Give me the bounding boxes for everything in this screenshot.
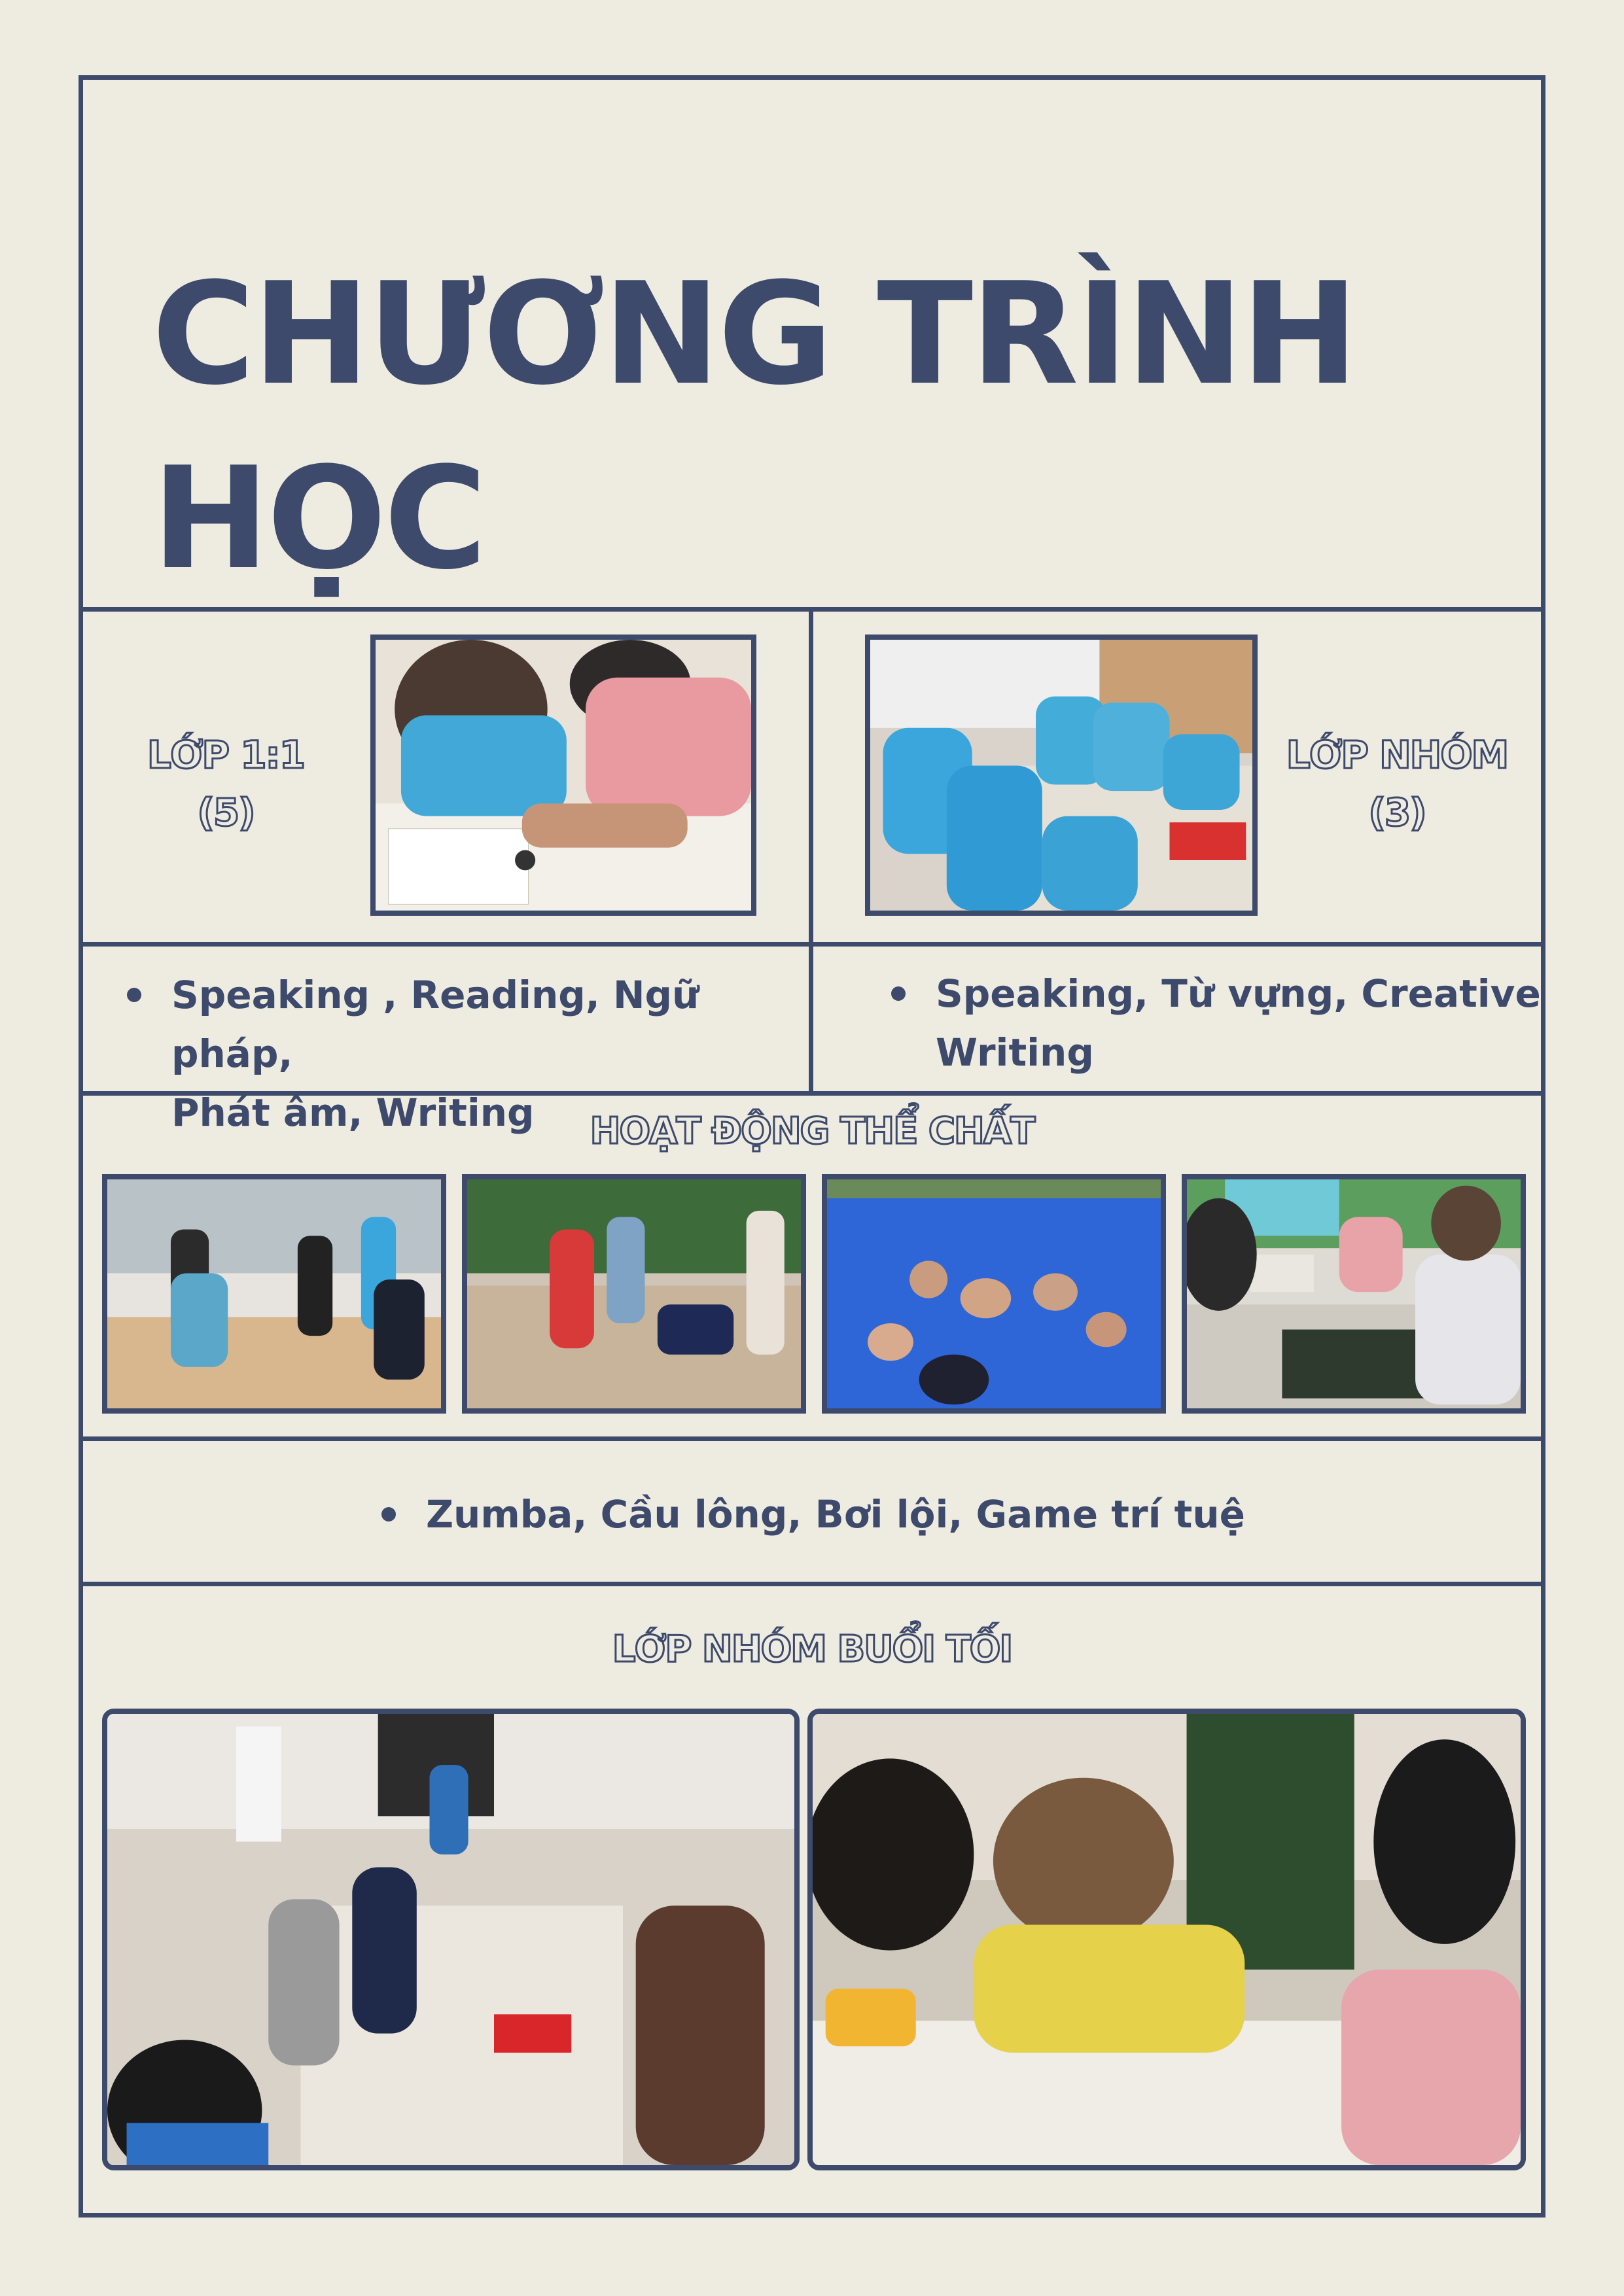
evening-class-heading: LỚP NHÓM BUỔI TỐI [612,1628,1012,1671]
subject-line-2: Phát âm, Writing [171,1090,535,1135]
activities-text: Zumba, Cầu lông, Bơi lội, Game trí tuệ [425,1492,1246,1537]
bullet-dot [381,1507,396,1522]
photo-evening-class-1 [102,1709,800,2170]
photo-chess [1182,1174,1526,1414]
subject-line-1: Speaking, Từ vựng, Creative [936,971,1541,1016]
photo-group-class [865,635,1258,916]
physical-activities-list [79,1485,1545,1544]
subject-line-1: Speaking , Reading, Ngữ pháp, [171,973,699,1076]
bullet-dot [891,986,906,1001]
title-line-2: HỌC [152,436,485,600]
class-group-subjects [889,964,1543,1082]
photo-evening-class-2 [807,1709,1526,2170]
column-divider [809,607,813,1096]
class-one-on-one-count: (5) [197,790,255,835]
bullet-dot [127,988,141,1002]
class-group-label: LỚP NHÓM [1286,733,1508,777]
subject-line-2: Writing [936,1030,1094,1075]
photo-zumba [102,1174,446,1414]
divider [79,1436,1545,1441]
photo-swimming [822,1174,1166,1414]
class-one-on-one-label: LỚP 1:1 [147,733,305,777]
title-line-1: CHƯƠNG TRÌNH [152,252,1356,416]
photo-badminton [462,1174,806,1414]
class-group-count: (3) [1368,790,1426,835]
page-title [152,242,1395,611]
class-one-on-one-label-block [124,726,327,841]
divider [79,1582,1545,1586]
physical-activities-heading: HOẠT ĐỘNG THỂ CHẤT [590,1110,1034,1153]
photo-one-on-one [370,635,756,916]
class-group-label-block [1282,726,1511,841]
